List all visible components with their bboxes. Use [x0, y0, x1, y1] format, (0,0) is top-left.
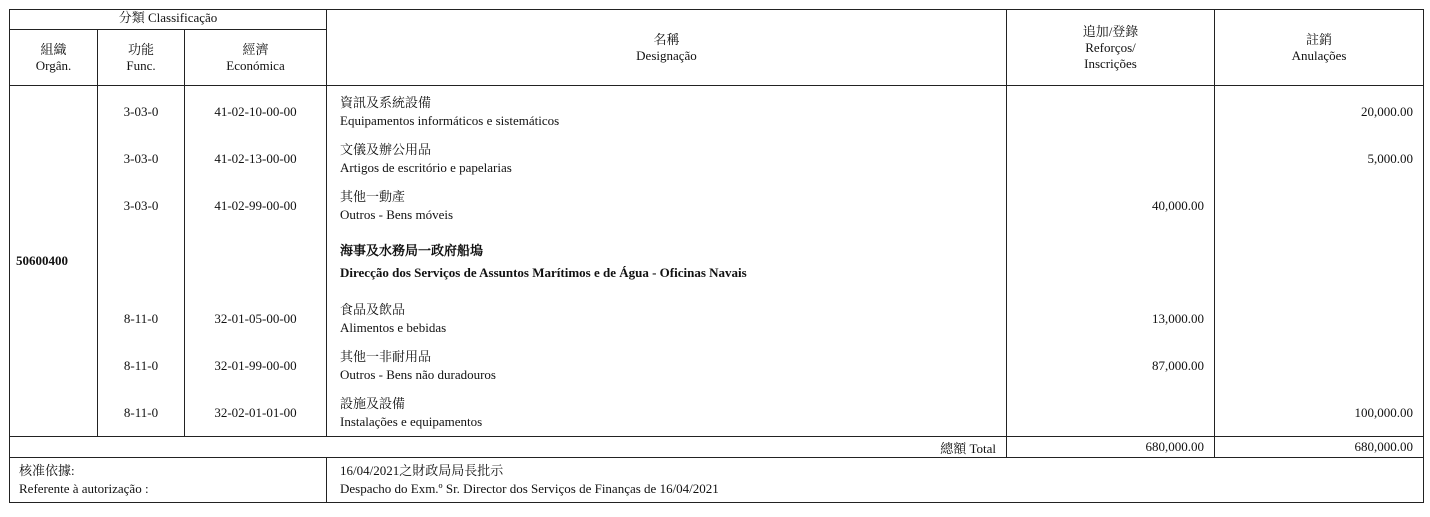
func-zh: 功能	[127, 41, 154, 57]
reinforcements-pt1: Reforços/	[1085, 39, 1136, 55]
total-label: 總額 Total	[940, 440, 996, 456]
classification-header	[10, 10, 327, 30]
item-pt: Outros - Bens móveis	[340, 206, 454, 222]
econ-header	[185, 30, 327, 86]
row-func: 3-03-0	[123, 197, 159, 213]
row-annul: 100,000.00	[1354, 404, 1413, 420]
item-zh: 其他一非耐用品	[340, 348, 432, 364]
total-label-cell	[10, 437, 1007, 458]
reinforcements-header	[1007, 10, 1215, 86]
row-reinf: 40,000.00	[1152, 197, 1204, 213]
notes-text-cell	[327, 458, 1424, 503]
notes-text-pt: Despacho do Exm.º Sr. Director dos Serviços de Finanças de 16/04/2021	[340, 481, 719, 496]
item-zh: 資訊及系統設備	[340, 94, 432, 110]
econ-column	[185, 86, 327, 437]
organ-header	[10, 30, 98, 86]
item-pt: Equipamentos informáticos e sistemáticos	[340, 112, 560, 128]
section-heading	[340, 229, 1006, 295]
section-pt: Direcção dos Serviços de Assuntos Marítimos e de Água - Oficinas Navais	[340, 265, 747, 280]
notes-label-pt: Referente à autorização :	[19, 481, 149, 496]
annulments-column	[1215, 86, 1424, 437]
classification-label: 分類 Classificação	[118, 10, 218, 25]
item-pt: Alimentos e bebidas	[340, 319, 447, 335]
total-reinf-cell	[1007, 437, 1215, 458]
annulments-header	[1215, 10, 1424, 86]
list-item	[340, 88, 1006, 135]
notes-text-zh: 16/04/2021之財政局局長批示	[340, 463, 504, 478]
annulments-pt: Anulações	[1291, 47, 1347, 63]
list-item	[340, 295, 1006, 342]
row-func: 8-11-0	[123, 310, 159, 326]
organ-cell	[10, 86, 98, 437]
list-item	[340, 342, 1006, 389]
func-pt: Func.	[126, 57, 156, 73]
item-zh: 食品及飲品	[340, 301, 406, 317]
row-econ: 32-01-05-00-00	[214, 310, 297, 326]
row-annul: 5,000.00	[1367, 150, 1413, 166]
total-row	[10, 437, 1424, 458]
total-annul-cell	[1215, 437, 1424, 458]
designation-zh: 名稱	[653, 31, 680, 47]
func-column	[98, 86, 185, 437]
row-func: 3-03-0	[123, 150, 159, 166]
row-econ: 41-02-99-00-00	[214, 197, 297, 213]
func-header	[98, 30, 185, 86]
reinforcements-pt2: Inscrições	[1084, 55, 1137, 71]
row-annul: 20,000.00	[1361, 103, 1413, 119]
reinforcements-column	[1007, 86, 1215, 437]
organ-zh: 組織	[40, 41, 67, 57]
item-pt: Instalações e equipamentos	[340, 413, 483, 429]
designation-header	[327, 10, 1007, 86]
item-zh: 設施及設備	[340, 395, 406, 411]
total-annul: 680,000.00	[1354, 439, 1413, 454]
total-reinf: 680,000.00	[1145, 439, 1204, 454]
item-zh: 其他一動產	[340, 188, 406, 204]
notes-label-zh: 核准依據:	[19, 463, 75, 478]
budget-table	[9, 9, 1424, 503]
list-item	[340, 389, 1006, 436]
row-econ: 32-02-01-01-00	[214, 404, 297, 420]
section-zh: 海事及水務局一政府船塢	[340, 243, 484, 258]
row-func: 3-03-0	[123, 103, 159, 119]
item-pt: Artigos de escritório e papelarias	[340, 159, 512, 175]
reinforcements-zh: 追加/登錄	[1082, 23, 1139, 39]
econ-pt: Económica	[226, 57, 285, 73]
row-reinf: 87,000.00	[1152, 357, 1204, 373]
organ-pt: Orgân.	[35, 57, 72, 73]
row-econ: 41-02-10-00-00	[214, 103, 297, 119]
row-func: 8-11-0	[123, 404, 159, 420]
list-item	[340, 182, 1006, 229]
designation-column	[327, 86, 1007, 437]
annulments-zh: 註銷	[1305, 31, 1332, 47]
list-item	[340, 135, 1006, 182]
row-func: 8-11-0	[123, 357, 159, 373]
notes-row	[10, 458, 1424, 503]
row-econ: 32-01-99-00-00	[214, 357, 297, 373]
item-pt: Outros - Bens não duradouros	[340, 366, 496, 382]
row-reinf: 13,000.00	[1152, 310, 1204, 326]
organ-code: 50600400	[16, 253, 68, 268]
notes-label-cell	[10, 458, 327, 503]
item-zh: 文儀及辦公用品	[340, 141, 432, 157]
econ-zh: 經濟	[242, 41, 269, 57]
designation-pt: Designação	[636, 47, 697, 63]
row-econ: 41-02-13-00-00	[214, 150, 297, 166]
